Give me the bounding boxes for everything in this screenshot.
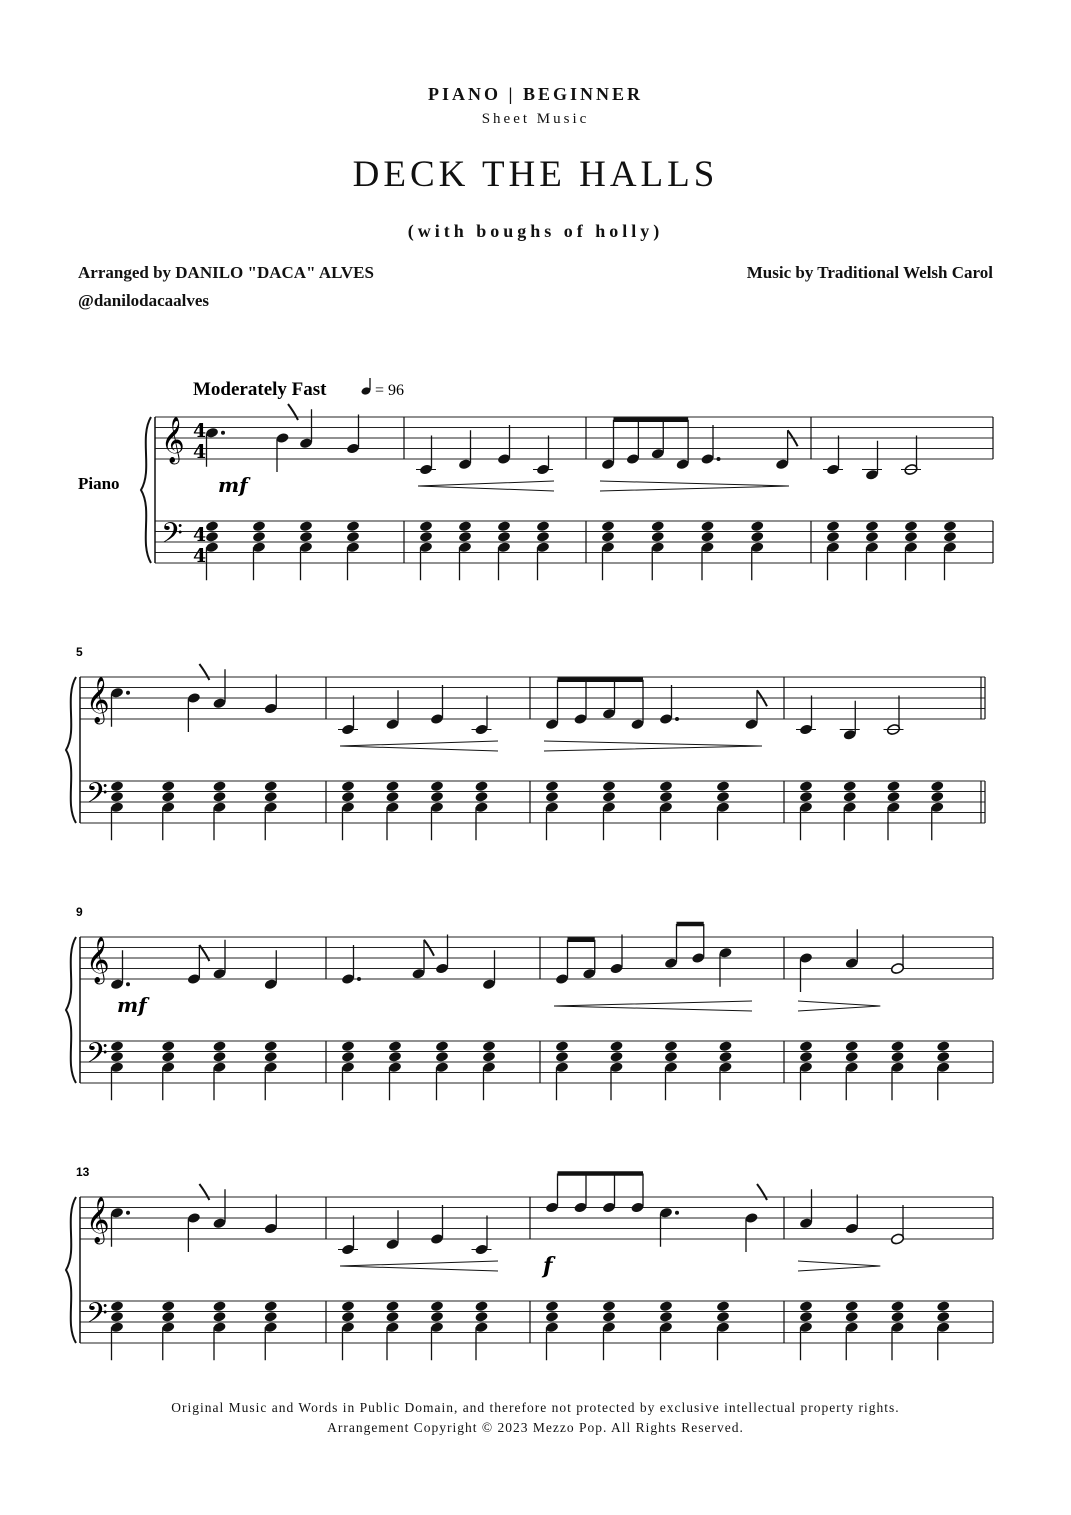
- notehead: [341, 1311, 355, 1323]
- notehead: [602, 780, 616, 792]
- notehead: [346, 520, 360, 532]
- notehead: [865, 520, 879, 532]
- note-flag: [199, 1184, 209, 1200]
- notehead: [700, 520, 714, 532]
- notehead: [716, 791, 730, 803]
- notehead: [474, 1300, 488, 1312]
- measure-number: 5: [76, 645, 83, 659]
- notehead: [212, 791, 226, 803]
- notehead: [419, 531, 433, 543]
- notehead: [110, 1051, 124, 1063]
- augmentation-dot: [675, 717, 679, 721]
- notehead: [212, 1311, 226, 1323]
- notehead: [264, 1300, 278, 1312]
- notehead: [341, 780, 355, 792]
- notehead: [664, 1040, 678, 1052]
- notehead: [651, 531, 665, 543]
- notehead: [936, 1040, 950, 1052]
- notehead: [602, 1300, 616, 1312]
- notehead: [602, 791, 616, 803]
- notehead: [252, 520, 266, 532]
- notehead: [385, 1311, 399, 1323]
- notehead: [799, 1051, 813, 1063]
- notehead: [385, 791, 399, 803]
- note-flag: [288, 404, 298, 420]
- notehead: [843, 780, 857, 792]
- notehead: [212, 1051, 226, 1063]
- notehead: [545, 780, 559, 792]
- notehead: [388, 1051, 402, 1063]
- notehead: [890, 1051, 904, 1063]
- notehead: [482, 1040, 496, 1052]
- time-signature: 4: [193, 441, 207, 463]
- notehead: [664, 1051, 678, 1063]
- notehead: [716, 1311, 730, 1323]
- notehead: [212, 1040, 226, 1052]
- decrescendo-hairpin: [798, 1001, 880, 1011]
- notehead: [545, 1311, 559, 1323]
- augmentation-dot: [126, 982, 130, 986]
- notehead: [659, 780, 673, 792]
- series-label: PIANO | BEGINNER: [428, 84, 643, 104]
- dynamic-marking: mf: [117, 993, 147, 1017]
- notehead: [890, 1300, 904, 1312]
- notehead: [845, 1051, 859, 1063]
- tempo-value: = 96: [375, 382, 405, 399]
- notehead: [388, 1040, 402, 1052]
- measure-number: 9: [76, 905, 83, 919]
- notehead: [659, 1300, 673, 1312]
- bass-clef-icon: 𝄢: [86, 1037, 108, 1077]
- notehead: [474, 780, 488, 792]
- notehead: [799, 791, 813, 803]
- notehead: [205, 531, 219, 543]
- treble-clef-icon: 𝄞: [86, 1197, 110, 1243]
- notehead: [826, 531, 840, 543]
- notehead: [264, 1040, 278, 1052]
- notehead: [799, 1040, 813, 1052]
- notehead: [865, 531, 879, 543]
- bass-clef-icon: 𝄢: [161, 517, 183, 557]
- notehead: [845, 1040, 859, 1052]
- notehead: [904, 520, 918, 532]
- notehead: [341, 1300, 355, 1312]
- notehead: [886, 780, 900, 792]
- composer-credit: Music by Traditional Welsh Carol: [746, 263, 993, 282]
- notehead: [609, 1051, 623, 1063]
- notehead: [435, 1040, 449, 1052]
- augmentation-dot: [675, 1211, 679, 1215]
- notehead: [718, 1051, 732, 1063]
- notehead: [430, 1311, 444, 1323]
- notehead: [651, 520, 665, 532]
- notehead: [212, 780, 226, 792]
- notehead: [341, 1051, 355, 1063]
- notehead: [430, 780, 444, 792]
- footer-copyright: Arrangement Copyright © 2023 Mezzo Pop. All Rights Reserved.: [327, 1420, 744, 1435]
- augmentation-dot: [717, 457, 721, 461]
- crescendo-hairpin: [554, 1001, 752, 1011]
- notehead: [750, 520, 764, 532]
- notehead: [497, 520, 511, 532]
- notehead: [716, 780, 730, 792]
- time-signature: 4: [193, 524, 207, 546]
- notehead: [936, 1051, 950, 1063]
- notehead: [659, 1311, 673, 1323]
- notehead: [110, 1300, 124, 1312]
- notehead: [299, 531, 313, 543]
- instrument-label: Piano: [78, 474, 120, 493]
- notehead: [110, 1040, 124, 1052]
- notehead: [212, 1300, 226, 1312]
- notehead: [161, 791, 175, 803]
- notehead: [497, 531, 511, 543]
- notehead: [536, 520, 550, 532]
- note-flag: [199, 664, 209, 680]
- notehead: [419, 520, 433, 532]
- treble-clef-icon: 𝄞: [86, 937, 110, 983]
- notehead: [555, 1040, 569, 1052]
- notehead: [430, 791, 444, 803]
- notehead: [904, 531, 918, 543]
- notehead: [264, 1051, 278, 1063]
- notehead: [659, 791, 673, 803]
- notehead: [264, 1311, 278, 1323]
- notehead: [602, 1311, 616, 1323]
- notation-layer: [66, 404, 993, 1360]
- notehead: [161, 1051, 175, 1063]
- notehead: [716, 1300, 730, 1312]
- notehead: [845, 1300, 859, 1312]
- notehead: [110, 1311, 124, 1323]
- notehead: [536, 531, 550, 543]
- notehead: [474, 791, 488, 803]
- footer-public-domain: Original Music and Words in Public Domain, and therefore not protected by exclusive intellectual property rights.: [171, 1400, 900, 1415]
- notehead: [385, 1300, 399, 1312]
- notehead: [161, 780, 175, 792]
- notehead: [930, 791, 944, 803]
- crescendo-hairpin: [418, 481, 554, 491]
- arranger-credit: Arranged by DANILO "DACA" ALVES: [78, 263, 374, 282]
- augmentation-dot: [126, 691, 130, 695]
- notehead: [458, 531, 472, 543]
- notehead: [346, 531, 360, 543]
- notehead: [430, 1300, 444, 1312]
- notehead: [555, 1051, 569, 1063]
- notehead: [601, 531, 615, 543]
- notehead: [750, 531, 764, 543]
- notehead: [700, 531, 714, 543]
- notehead: [110, 791, 124, 803]
- note-flag: [757, 1184, 767, 1200]
- notehead: [936, 1311, 950, 1323]
- notehead: [341, 1040, 355, 1052]
- category-label: Sheet Music: [481, 111, 590, 127]
- dynamic-marking: mf: [218, 473, 248, 497]
- notehead: [718, 1040, 732, 1052]
- notehead: [161, 1300, 175, 1312]
- notehead: [601, 520, 615, 532]
- measure-number: 13: [76, 1165, 90, 1179]
- notehead: [110, 780, 124, 792]
- bass-clef-icon: 𝄢: [86, 777, 108, 817]
- notehead: [264, 791, 278, 803]
- tempo-marking: Moderately Fast: [193, 379, 327, 400]
- notehead: [930, 780, 944, 792]
- arranger-handle: @danilodacaalves: [78, 291, 210, 310]
- notehead: [826, 520, 840, 532]
- notehead: [205, 520, 219, 532]
- time-signature: 4: [193, 545, 207, 567]
- notehead: [890, 1040, 904, 1052]
- brace: [66, 937, 76, 1083]
- bass-clef-icon: 𝄢: [86, 1297, 108, 1337]
- crescendo-hairpin: [340, 1261, 498, 1271]
- treble-clef-icon: 𝄞: [86, 677, 110, 723]
- notehead: [545, 791, 559, 803]
- decrescendo-hairpin: [798, 1261, 880, 1271]
- notehead: [458, 520, 472, 532]
- crescendo-hairpin: [340, 741, 498, 751]
- notehead: [545, 1300, 559, 1312]
- notehead: [341, 791, 355, 803]
- notehead: [161, 1311, 175, 1323]
- notehead: [890, 1311, 904, 1323]
- quarter-note-icon: [361, 378, 372, 396]
- notehead: [943, 520, 957, 532]
- brace: [66, 1197, 76, 1343]
- augmentation-dot: [126, 1211, 130, 1215]
- notehead: [843, 791, 857, 803]
- time-signature: 4: [193, 420, 207, 442]
- notehead: [609, 1040, 623, 1052]
- notehead: [482, 1051, 496, 1063]
- augmentation-dot: [357, 977, 361, 981]
- decrescendo-hairpin: [544, 741, 762, 751]
- notehead: [799, 780, 813, 792]
- notehead: [943, 531, 957, 543]
- notehead: [799, 1300, 813, 1312]
- song-title: DECK THE HALLS: [352, 154, 719, 195]
- notehead: [936, 1300, 950, 1312]
- brace: [66, 677, 76, 823]
- notehead: [799, 1311, 813, 1323]
- notehead: [252, 531, 266, 543]
- notehead: [886, 791, 900, 803]
- notehead: [845, 1311, 859, 1323]
- notehead: [299, 520, 313, 532]
- notehead: [385, 780, 399, 792]
- notehead: [264, 780, 278, 792]
- notehead: [474, 1311, 488, 1323]
- augmentation-dot: [221, 431, 225, 435]
- song-subtitle: (with boughs of holly): [407, 221, 664, 241]
- brace: [141, 417, 151, 563]
- notehead: [161, 1040, 175, 1052]
- dynamic-marking: f: [543, 1253, 553, 1279]
- notehead: [435, 1051, 449, 1063]
- decrescendo-hairpin: [600, 481, 789, 491]
- treble-clef-icon: 𝄞: [161, 417, 185, 463]
